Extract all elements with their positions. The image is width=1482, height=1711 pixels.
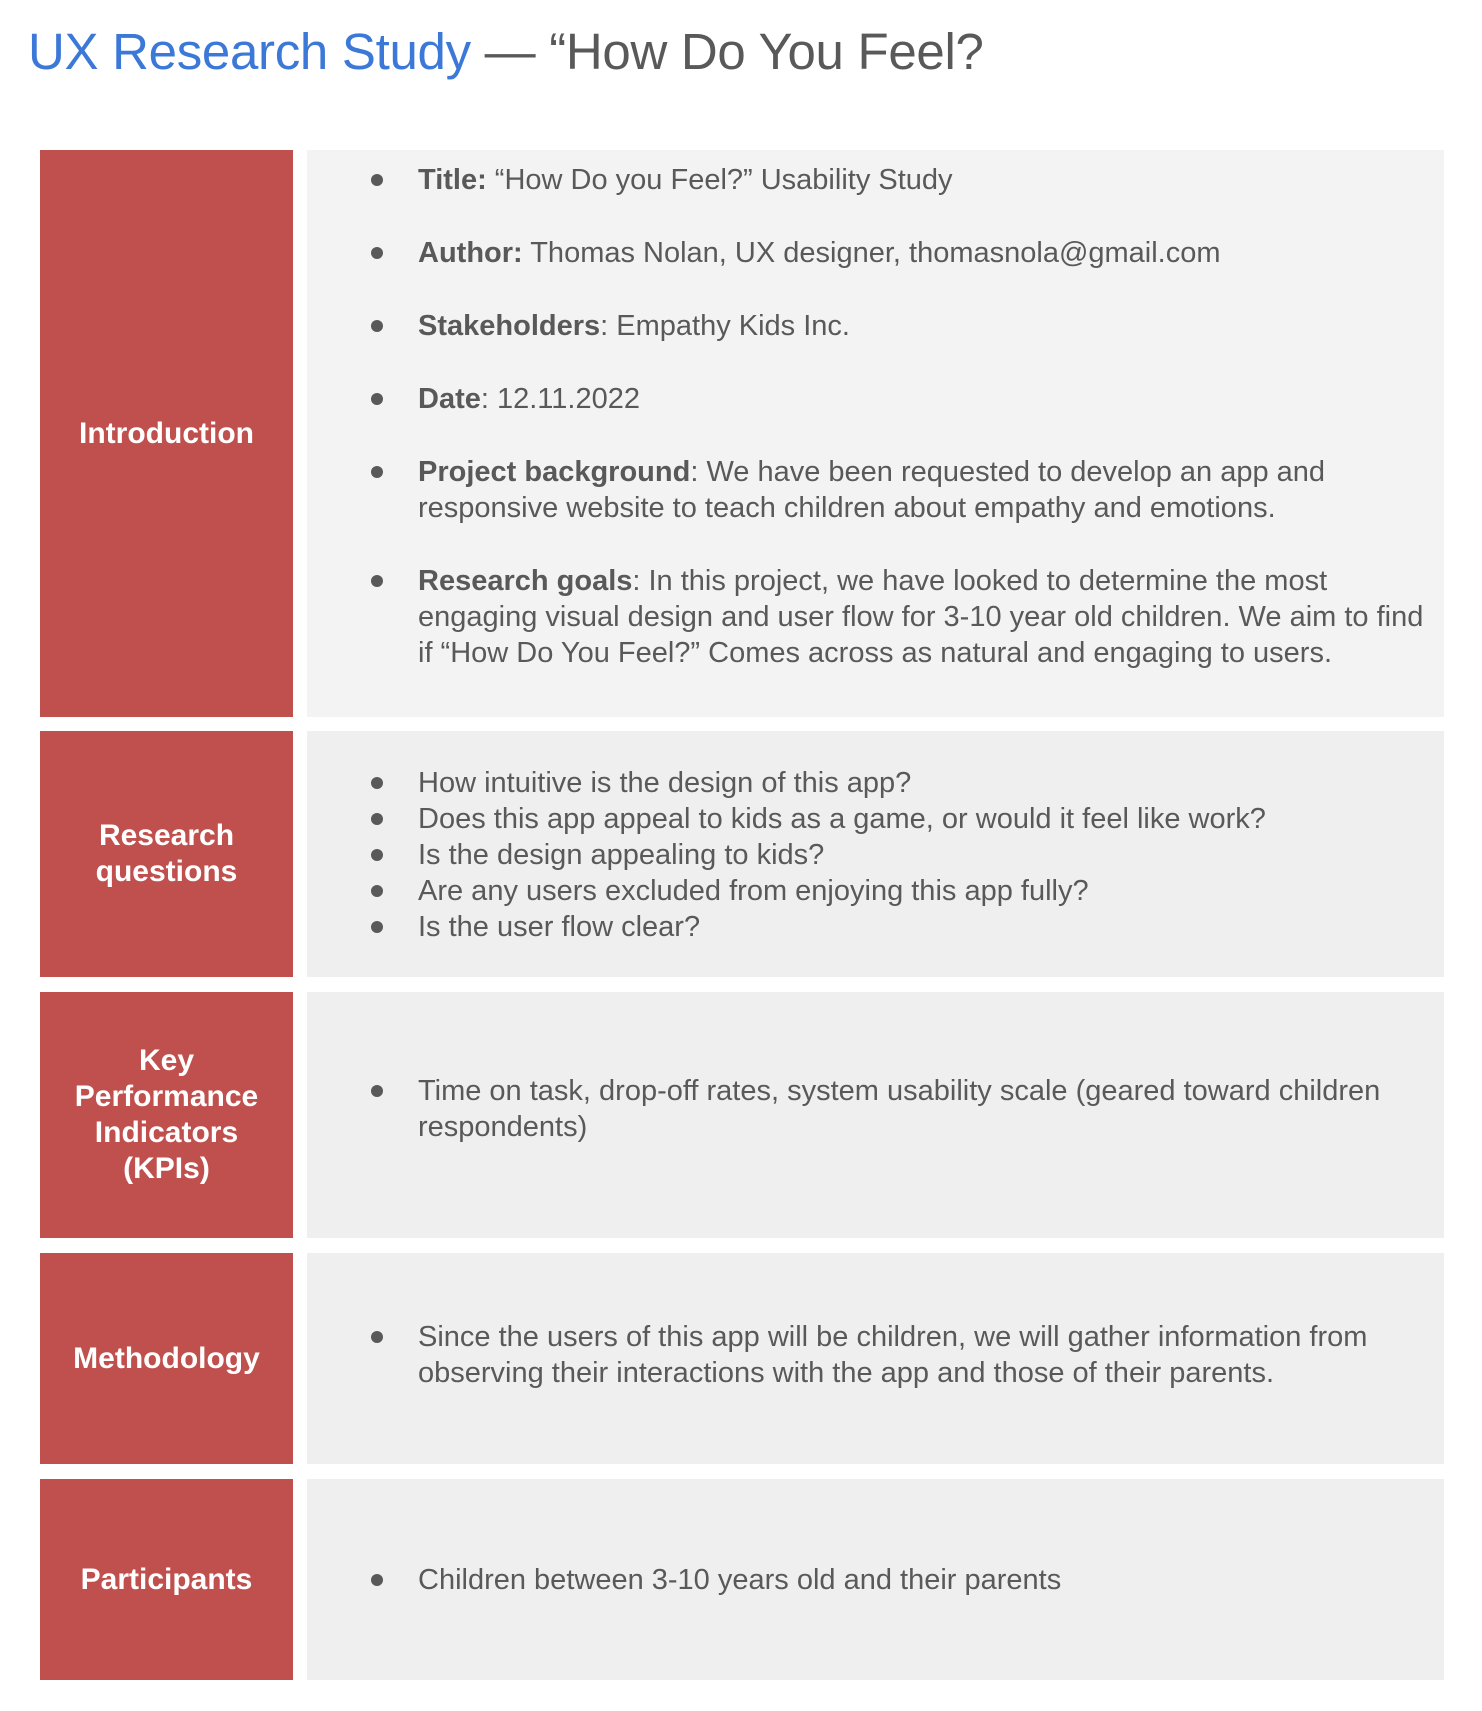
bullet-icon: [371, 921, 383, 933]
list-item: [307, 873, 1444, 909]
item-key: Project background: [418, 456, 691, 488]
list-item: [307, 308, 1444, 344]
label-line: (KPIs): [123, 1152, 210, 1185]
item-key: Author:: [418, 237, 523, 269]
label-line: Key: [138, 1044, 195, 1077]
bullet-icon: [371, 885, 383, 897]
bullet-icon: [371, 393, 383, 405]
item-key: Research goals: [418, 565, 633, 597]
list-item: [307, 909, 1444, 945]
participants-list: [307, 1562, 1075, 1598]
introduction-row: [40, 150, 1444, 717]
label-line: Indicators: [94, 1116, 239, 1149]
bullet-icon: [371, 575, 383, 587]
bullet-icon: [371, 777, 383, 789]
research-questions-body: [307, 731, 1444, 977]
item-key: Title:: [418, 164, 487, 196]
participants-label-text: Participants: [80, 1562, 253, 1596]
item-text: Children between 3-10 years old and their parents: [418, 1563, 1062, 1596]
bullet-icon: [371, 849, 383, 861]
item-key: Date: [418, 383, 481, 415]
methodology-label-text: Methodology: [73, 1341, 260, 1375]
item-text: Are any users excluded from enjoying this app fully?: [418, 875, 1089, 907]
research-questions-label: [40, 731, 293, 977]
list-item: [307, 837, 1444, 873]
item-text: : We have been requested to develop an app and responsive website to teach children about empathy and emotions.: [418, 456, 1326, 524]
label-line: Research: [98, 819, 235, 852]
bullet-icon: [371, 466, 383, 478]
methodology-body: [307, 1253, 1444, 1464]
introduction-label-text: Introduction: [79, 416, 254, 450]
list-item: [307, 162, 1444, 198]
item-text: : In this project, we have looked to determine the most engaging visual design and user flow for 3-10 year old children. We aim to find if “How Do You Feel?” Comes across as natural and engaging to users.: [418, 565, 1424, 669]
bullet-icon: [371, 1574, 383, 1586]
research-questions-row: [40, 731, 1444, 977]
list-item: [307, 801, 1444, 837]
methodology-label: [40, 1253, 293, 1464]
item-text: “How Do you Feel?” Usability Study: [486, 164, 953, 196]
label-line: questions: [95, 855, 238, 888]
list-item: [307, 235, 1444, 271]
list-item: [307, 765, 1444, 801]
research-questions-list: [307, 765, 1444, 945]
item-text: Since the users of this app will be children, we will gather information from observing their interactions with the app and those of their parents.: [418, 1320, 1368, 1389]
introduction-body: [307, 150, 1444, 717]
page-title-rest: — “How Do You Feel?: [470, 23, 984, 80]
list-item: [307, 381, 1444, 417]
methodology-list: [307, 1319, 1444, 1391]
introduction-list: [307, 162, 1444, 671]
list-item: [307, 1562, 1075, 1598]
participants-body: [307, 1479, 1444, 1680]
item-text: Is the design appealing to kids?: [418, 839, 825, 871]
list-item: [307, 1073, 1444, 1145]
item-text: : 12.11.2022: [480, 383, 640, 415]
bullet-icon: [371, 174, 383, 186]
methodology-row: [40, 1253, 1444, 1464]
bullet-icon: [371, 247, 383, 259]
label-line: Performance: [74, 1080, 259, 1113]
introduction-label: [40, 150, 293, 717]
item-text: Is the user flow clear?: [418, 911, 701, 943]
kpis-body: [307, 992, 1444, 1238]
participants-label: [40, 1479, 293, 1680]
item-text: : Empathy Kids Inc.: [600, 310, 850, 342]
page-title: [28, 22, 984, 81]
page-title-accent: UX Research Study: [28, 23, 471, 80]
item-text: How intuitive is the design of this app?: [418, 767, 912, 799]
kpis-row: [40, 992, 1444, 1238]
bullet-icon: [371, 320, 383, 332]
list-item: [307, 563, 1444, 671]
item-text: Thomas Nolan, UX designer, thomasnola@gmail.com: [522, 237, 1221, 269]
item-text: Time on task, drop-off rates, system usability scale (geared toward children respondents): [418, 1075, 1381, 1143]
participants-row: [40, 1479, 1444, 1680]
bullet-icon: [371, 1331, 383, 1343]
kpis-label: [40, 992, 293, 1238]
item-key: Stakeholders: [418, 310, 601, 342]
bullet-icon: [371, 1085, 383, 1097]
list-item: [307, 454, 1444, 526]
item-text: Does this app appeal to kids as a game, or would it feel like work?: [418, 803, 1266, 835]
kpis-list: [307, 1073, 1444, 1145]
list-item: [307, 1319, 1444, 1391]
bullet-icon: [371, 813, 383, 825]
